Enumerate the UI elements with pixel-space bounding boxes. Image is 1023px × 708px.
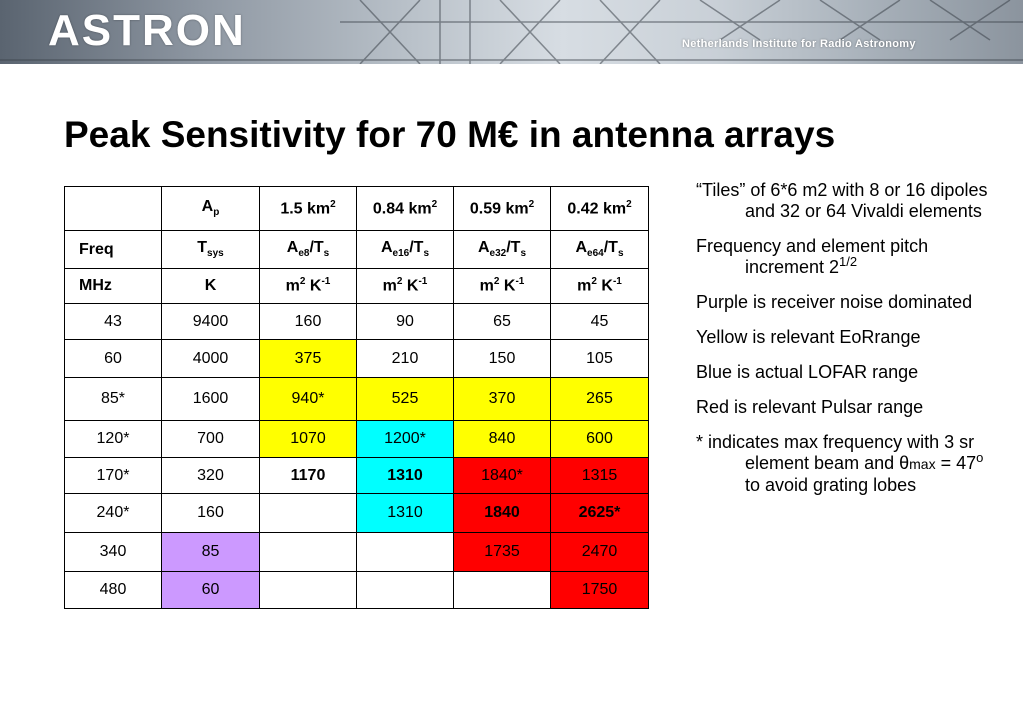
- table-cell: 2625*: [551, 494, 649, 533]
- page-title: Peak Sensitivity for 70 M€ in antenna arrays: [64, 114, 836, 155]
- note-yellow: Yellow is relevant EoRrange: [696, 327, 921, 347]
- table-row: [65, 533, 649, 572]
- table-cell: 1310: [357, 494, 454, 533]
- table-cell: 0.84 $km^2$: [357, 187, 454, 231]
- header-banner: [0, 0, 1023, 64]
- table-cell: 2470: [551, 533, 649, 572]
- table-cell: 375: [260, 340, 357, 378]
- table-cell: 525: [357, 378, 454, 421]
- table-cell: $m^2$ $K^{-1}$: [454, 269, 551, 304]
- table-cell: 170*: [65, 458, 162, 494]
- table-cell: 1750: [551, 572, 649, 609]
- table-cell: 210: [357, 340, 454, 378]
- table-cell: 340: [65, 533, 162, 572]
- table-cell: 1310: [357, 458, 454, 494]
- table-cell: 700: [162, 421, 260, 458]
- table-cell: [65, 187, 162, 231]
- table-cell: [260, 494, 357, 533]
- table-cell: 4000: [162, 340, 260, 378]
- table-cell: $A_p$: [162, 187, 260, 231]
- table-cell: MHz: [65, 269, 162, 304]
- table-cell: 1840: [454, 494, 551, 533]
- table-cell: 160: [260, 304, 357, 340]
- table-cell: 940*: [260, 378, 357, 421]
- table-cell: $A_{e32}/T_s$: [454, 231, 551, 269]
- table-cell: $m^2$ $K^{-1}$: [260, 269, 357, 304]
- table-cell: 480: [65, 572, 162, 609]
- table-cell: 65: [454, 304, 551, 340]
- table-cell: Freq: [65, 231, 162, 269]
- table-quantity-row: [65, 231, 649, 269]
- table-row: [65, 340, 649, 378]
- table-cell: 60: [65, 340, 162, 378]
- table-cell: 85*: [65, 378, 162, 421]
- table-cell: 600: [551, 421, 649, 458]
- table-cell: [260, 572, 357, 609]
- table-cell: $A_{e8}/T_s$: [260, 231, 357, 269]
- note-tiles: “Tiles” of 6*6 m2 with 8 or 16 dipoles and 32 or 64 Vivaldi elements: [696, 180, 988, 221]
- note-purple: Purple is receiver noise dominated: [696, 292, 973, 312]
- table-cell: [454, 572, 551, 609]
- table-cell: [357, 572, 454, 609]
- astron-logo: ASTRON: [48, 6, 246, 55]
- table-cell: 1.5 $km^2$: [260, 187, 357, 231]
- table-cell: 370: [454, 378, 551, 421]
- table-cell: 1070: [260, 421, 357, 458]
- table-row: [65, 572, 649, 609]
- table-cell: 105: [551, 340, 649, 378]
- table-cell: 1600: [162, 378, 260, 421]
- table-row: [65, 378, 649, 421]
- table-cell: 1170: [260, 458, 357, 494]
- table-cell: 240*: [65, 494, 162, 533]
- table-cell: 43: [65, 304, 162, 340]
- table-cell: $A_{e64}/T_s$: [551, 231, 649, 269]
- table-header-row: [65, 187, 649, 231]
- table-cell: 60: [162, 572, 260, 609]
- table-row: [65, 494, 649, 533]
- table-cell: 0.42 $km^2$: [551, 187, 649, 231]
- table-cell: 85: [162, 533, 260, 572]
- table-cell: 1200*: [357, 421, 454, 458]
- table-cell: 160: [162, 494, 260, 533]
- table-row: [65, 458, 649, 494]
- table-cell: 840: [454, 421, 551, 458]
- note-red: Red is relevant Pulsar range: [696, 397, 924, 417]
- table-row: [65, 304, 649, 340]
- table-cell: 320: [162, 458, 260, 494]
- table-cell: 1840*: [454, 458, 551, 494]
- table-cell: K: [162, 269, 260, 304]
- table-unit-row: [65, 269, 649, 304]
- table-cell: 45: [551, 304, 649, 340]
- table-cell: [357, 533, 454, 572]
- sensitivity-table: [64, 186, 649, 609]
- note-max-frequency: * indicates max frequency with 3 sr element beam and $\theta\max = 47^o$ to avoid grating lobes: [696, 432, 984, 495]
- table-cell: 1735: [454, 533, 551, 572]
- note-blue: Blue is actual LOFAR range: [696, 362, 919, 382]
- table-cell: 150: [454, 340, 551, 378]
- notes-panel: [696, 180, 996, 510]
- table-cell: 120*: [65, 421, 162, 458]
- table-cell: 265: [551, 378, 649, 421]
- table-cell: [260, 533, 357, 572]
- table-row: [65, 421, 649, 458]
- table-cell: $T_{sys}$: [162, 231, 260, 269]
- table-cell: $m^2$ $K^{-1}$: [551, 269, 649, 304]
- table-cell: $m^2$ $K^{-1}$: [357, 269, 454, 304]
- table-cell: $A_{e16}/T_s$: [357, 231, 454, 269]
- table-cell: 0.59 $km^2$: [454, 187, 551, 231]
- table-cell: 1315: [551, 458, 649, 494]
- institute-tagline: Netherlands Institute for Radio Astronomy: [682, 38, 916, 50]
- table-cell: 90: [357, 304, 454, 340]
- table-cell: 9400: [162, 304, 260, 340]
- note-frequency-pitch: Frequency and element pitch increment $2^{1/2}$: [696, 236, 929, 277]
